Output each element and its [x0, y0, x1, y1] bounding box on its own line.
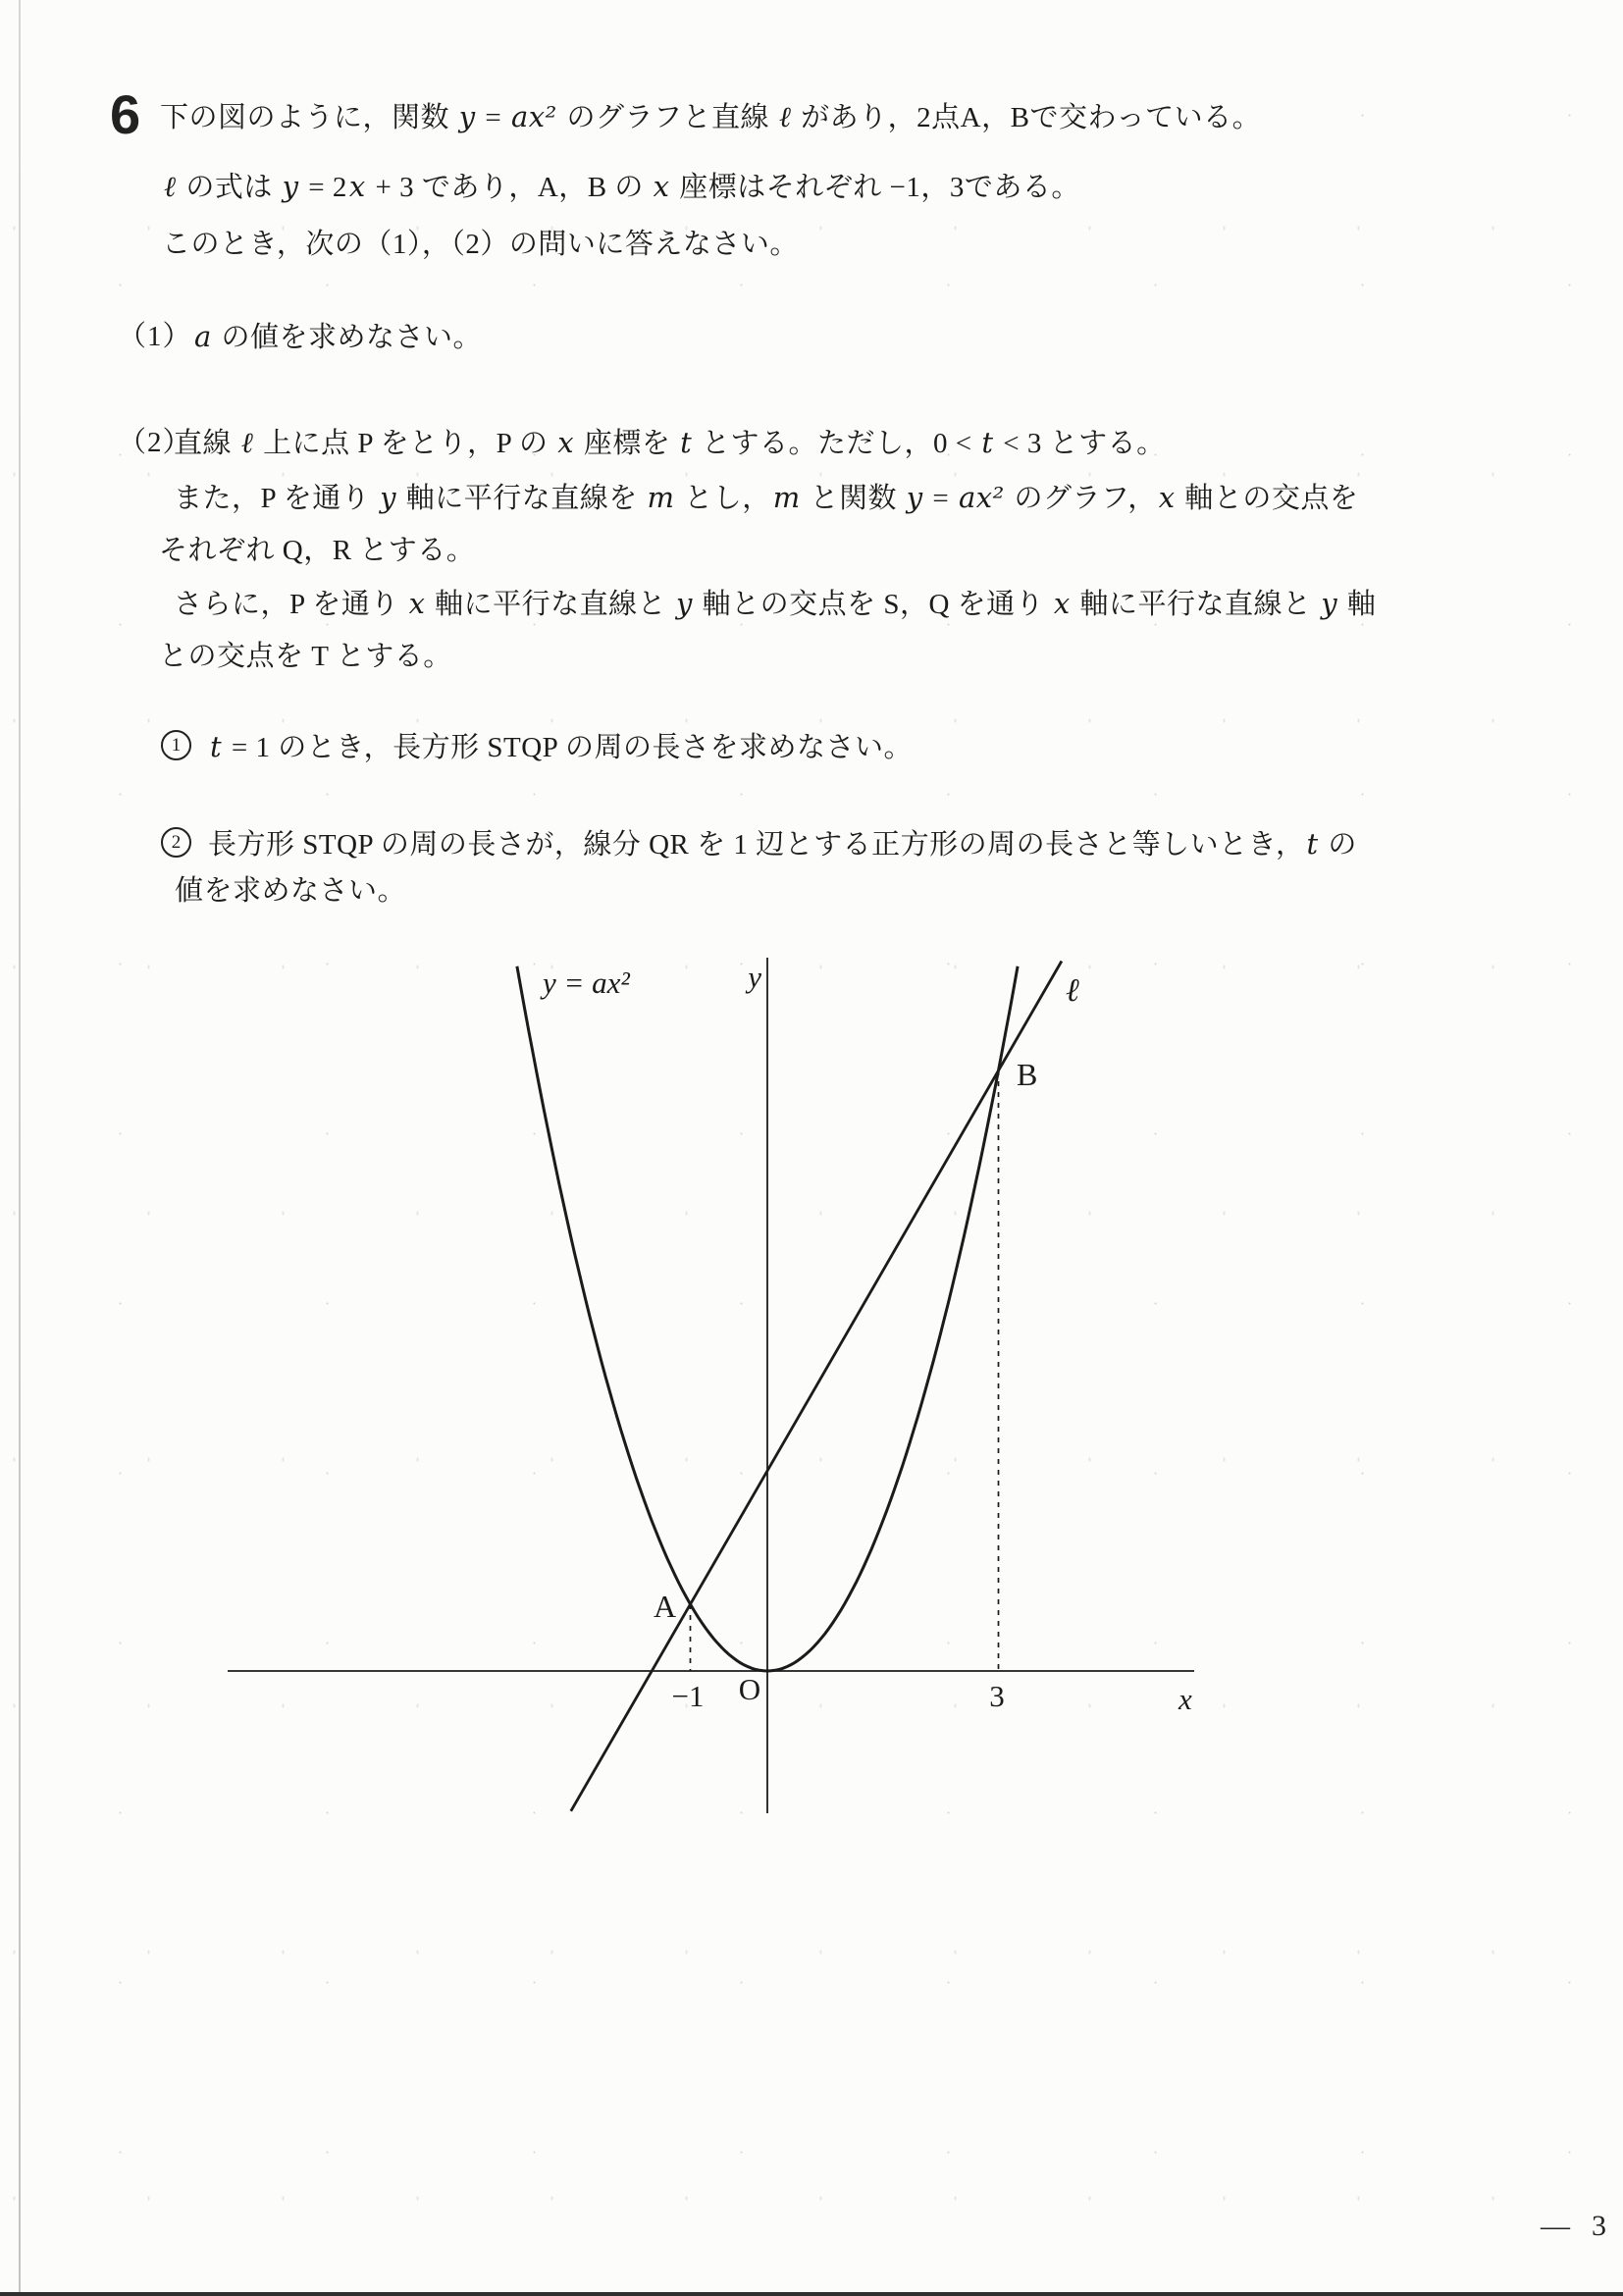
page-number: [1541, 2210, 1606, 2243]
tick-label-3: 3: [989, 1679, 1005, 1713]
intro-line-2: ℓ の式は y = 2x + 3 であり，A，B の x 座標はそれぞれ −1，3である。: [164, 170, 1080, 203]
question-2-line-1: 直線 ℓ 上に点 P をとり，P の x 座標を t とする。ただし，0 < t < 3 とする。: [174, 426, 1166, 459]
question-2-line-2: また，P を通り y 軸に平行な直線を m とし，m と関数 y = ax² のグラフ，x 軸との交点を: [174, 481, 1359, 514]
intro-line-3: このとき，次の（1），（2）の問いに答えなさい。: [162, 229, 799, 260]
line-l-label: ℓ: [1066, 973, 1079, 1009]
question-2-line-4: さらに，P を通り x 軸に平行な直線と y 軸との交点を S，Q を通り x 軸に平行な直線と y 軸: [174, 587, 1377, 620]
scan-edge-line: [19, 0, 21, 2296]
page-number-dash: —: [1541, 2210, 1570, 2242]
origin-label: O: [738, 1672, 761, 1706]
subquestion-1-text: t = 1 のとき，長方形 STQP の周の長さを求めなさい。: [210, 730, 913, 763]
question-1-text: a の値を求めなさい。: [194, 320, 483, 353]
tick-label-minus1: −1: [671, 1679, 705, 1713]
x-axis-label: x: [1178, 1682, 1192, 1716]
figure-graph: [226, 930, 1197, 1818]
point-a-label: A: [654, 1589, 677, 1624]
point-b-label: B: [1017, 1057, 1038, 1092]
page-bottom-edge: [0, 2292, 1623, 2296]
problem-number: 6: [110, 83, 141, 145]
circled-number-1: 1: [161, 730, 191, 760]
line-l: [571, 962, 1062, 1811]
intro-line-1: 下の図のように，関数 y = ax² のグラフと直線 ℓ があり，2点A，Bで交わっている。: [160, 100, 1262, 133]
circled-number-2: 2: [161, 827, 191, 858]
subquestion-2-line-2: 値を求めなさい。: [175, 875, 407, 907]
subquestion-2-line-1: 長方形 STQP の周の長さが，線分 QR を 1 辺とする正方形の周の長さと等しいとき，t の: [208, 827, 1357, 861]
question-2-label: （2）: [118, 427, 192, 458]
question-2-line-3: それぞれ Q，R とする。: [159, 535, 476, 566]
curve-equation-label: y = ax²: [543, 965, 630, 1000]
question-2-line-5: との交点を T とする。: [159, 641, 452, 672]
y-axis-label: y: [748, 960, 761, 994]
question-1-label: （1）: [118, 321, 192, 352]
page-number-value: 3: [1592, 2210, 1606, 2242]
